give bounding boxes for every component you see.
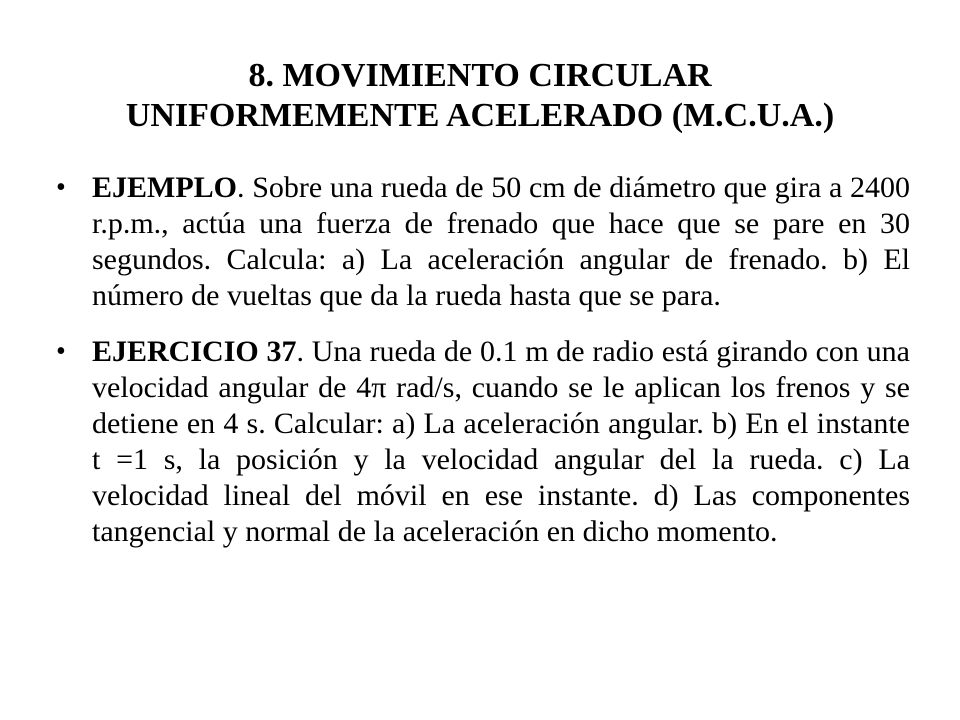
- bullet-ejercicio-37: [52, 334, 910, 550]
- bullet-text-ejemplo: . Sobre una rueda de 50 cm de diámetro que gira a 2400 r.p.m., actúa una fuerza de frenado que hace que se pare en 30 segundos. Calcula: a) La aceleración angular de frenado. b) El número de vueltas que da la rueda hasta que se para.: [92, 171, 910, 312]
- bullet-dot-icon: •: [56, 172, 66, 203]
- bullet-dot-icon: •: [56, 336, 66, 367]
- bullet-text-ejercicio-37: . Una rueda de 0.1 m de radio está girando con una velocidad angular de 4π rad/s, cuando se le aplican los frenos y se detiene en 4 s. Calcular: a) La aceleración angular. b) En el instante t =1 s, la posición y la velocidad angular del la rueda. c) La velocidad lineal del móvil en ese instante. d) Las componentes tangencial y normal de la aceleración en dicho momento.: [92, 335, 910, 548]
- slide-title-line-2: UNIFORMEMENTE ACELERADO (M.C.U.A.): [125, 97, 835, 134]
- bullet-label-ejercicio-37: EJERCICIO 37: [92, 335, 297, 368]
- bullet-list: [52, 170, 910, 570]
- slide-title-line-1: 8. MOVIMIENTO CIRCULAR: [248, 57, 712, 94]
- bullet-label-ejemplo: EJEMPLO: [92, 171, 238, 204]
- bullet-ejemplo: [52, 170, 910, 314]
- slide-title: [40, 56, 920, 136]
